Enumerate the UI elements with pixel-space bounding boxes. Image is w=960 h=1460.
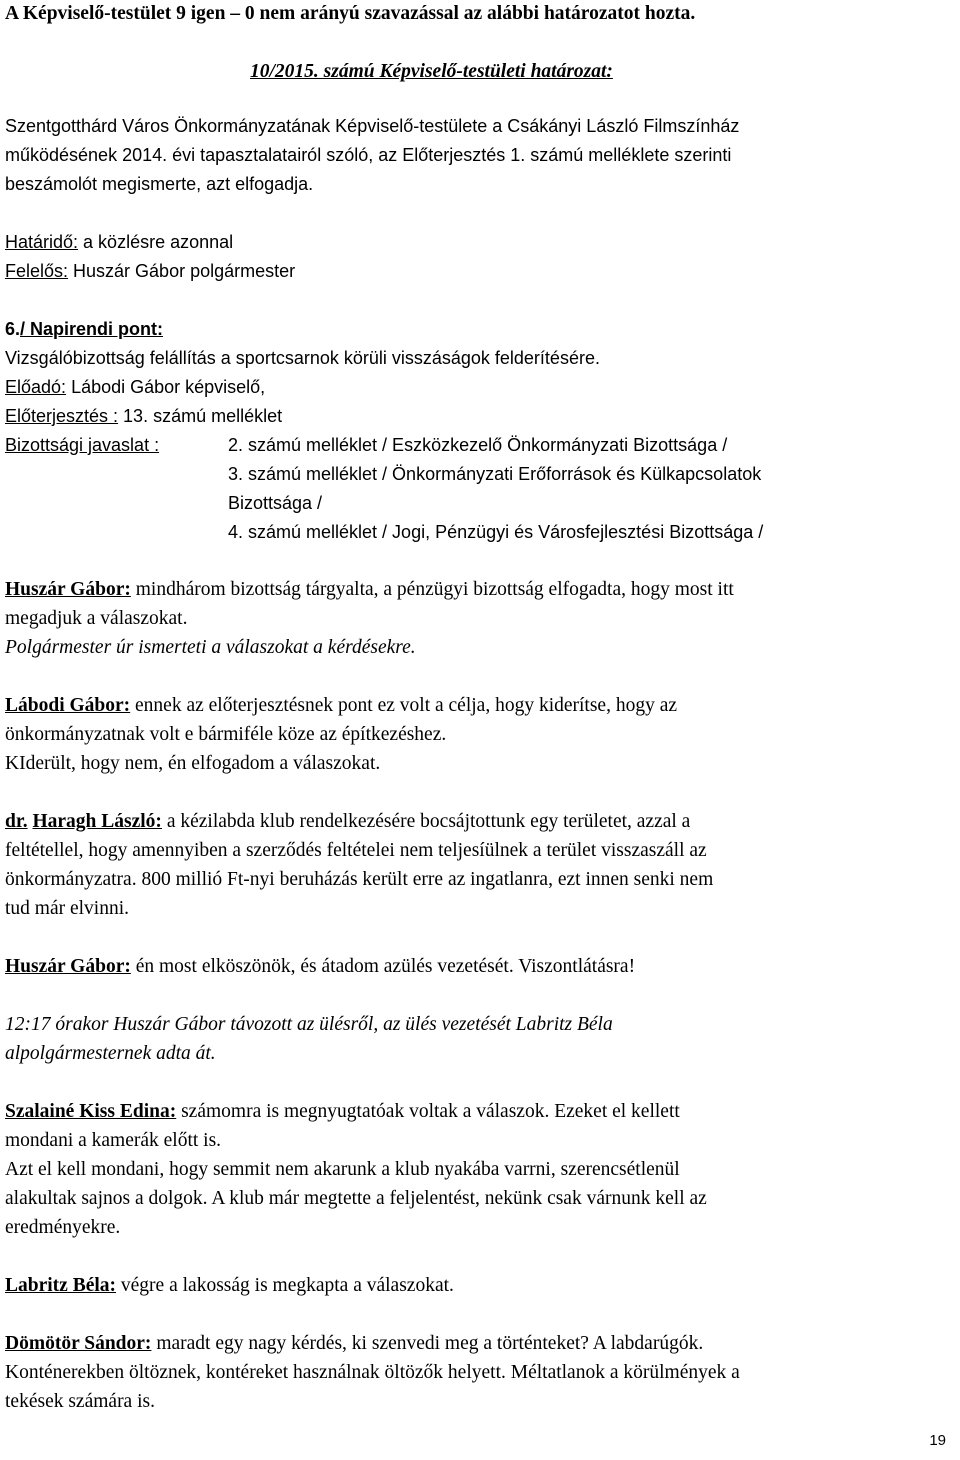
- presenter-label: Előadó:: [5, 377, 67, 397]
- speaker-prefix: dr.: [5, 811, 28, 832]
- speech-line: alakultak sajnos a dolgok. A klub már megtette a feljelentést, nekünk csak várnunk kell az: [5, 1188, 707, 1209]
- proposal-value: 13. számú melléklet: [118, 406, 283, 426]
- speech-line: tud már elvinni.: [5, 898, 130, 919]
- agenda-label: / Napirendi pont:: [20, 319, 164, 339]
- speaker-name: Dömötör Sándor:: [5, 1333, 152, 1354]
- resolution-title: 10/2015. számú Képviselő-testületi határozat:: [250, 61, 613, 82]
- presenter-value: Lábodi Gábor képviselő,: [66, 377, 266, 397]
- committee-label: Bizottsági javaslat :: [5, 435, 160, 455]
- speech-labritz: Labritz Béla: végre a lakosság is megkapta a válaszokat.: [5, 1275, 454, 1296]
- vote-result: A Képviselő-testület 9 igen – 0 nem arányú szavazással az alábbi határozatot hozta.: [5, 3, 696, 24]
- agenda-number: 6.: [5, 319, 21, 339]
- committee-item: 2. számú melléklet / Eszközkezelő Önkormányzati Bizottsága /: [228, 435, 728, 455]
- page-number: 19: [929, 1432, 946, 1449]
- speaker-name: Huszár Gábor:: [5, 956, 131, 977]
- speech-line: feltétellel, hogy amennyiben a szerződés feltételei nem teljesíülnek a terület visszaszáll az: [5, 840, 707, 861]
- proposal-label: Előterjesztés :: [5, 406, 119, 426]
- speech-domotor: Dömötör Sándor: maradt egy nagy kérdés, ki szenvedi meg a történteket? A labdarúgók.: [5, 1333, 704, 1354]
- speaker-name: Huszár Gábor:: [5, 579, 131, 600]
- committee-item: Bizottsága /: [228, 493, 323, 513]
- speech-line: KIderült, hogy nem, én elfogadom a válaszokat.: [5, 753, 381, 774]
- departure-note: 12:17 órakor Huszár Gábor távozott az ülésről, az ülés vezetését Labritz Béla: [5, 1014, 613, 1035]
- speaker-name: Szalainé Kiss Edina:: [5, 1101, 177, 1122]
- speech-szalaine: Szalainé Kiss Edina: számomra is megnyugtatóak voltak a válaszok. Ezeket el kellett: [5, 1101, 680, 1122]
- responsible-value: Huszár Gábor polgármester: [68, 261, 296, 281]
- mayor-note: Polgármester úr ismerteti a válaszokat a kérdésekre.: [5, 637, 416, 658]
- departure-note: alpolgármesternek adta át.: [5, 1043, 216, 1064]
- speech-line: önkormányzatra. 800 millió Ft-nyi beruházás került erre az ingatlanra, ezt innen senki nem: [5, 869, 714, 890]
- resolution-line: működésének 2014. évi tapasztalatairól szóló, az Előterjesztés 1. számú melléklete szerinti: [5, 145, 732, 165]
- speaker-name: Labritz Béla:: [5, 1275, 117, 1296]
- agenda-heading: [5, 317, 163, 341]
- speaker-name: Haragh László:: [32, 811, 162, 832]
- speech-line: Azt el kell mondani, hogy semmit nem akarunk a klub nyakába varrni, szerencsétlenül: [5, 1159, 680, 1180]
- agenda-title: Vizsgálóbizottság felállítás a sportcsarnok körüli visszáságok felderítésére.: [5, 348, 600, 368]
- speech-line: tekések számára is.: [5, 1391, 155, 1412]
- resolution-line: beszámolót megismerte, azt elfogadja.: [5, 174, 314, 194]
- speech-huszar-2: Huszár Gábor: én most elköszönök, és átadom azülés vezetését. Viszontlátásra!: [5, 956, 636, 977]
- speech-haragh: dr. Haragh László: a kézilabda klub rendelkezésére bocsájtottunk egy területet, azzal a: [5, 811, 691, 832]
- deadline: [5, 230, 233, 254]
- speech-line: mondani a kamerák előtt is.: [5, 1130, 222, 1151]
- proposal: [5, 404, 282, 428]
- committee-item: 4. számú melléklet / Jogi, Pénzügyi és Városfejlesztési Bizottsága /: [228, 522, 764, 542]
- speaker-name: Lábodi Gábor:: [5, 695, 131, 716]
- speech-line: önkormányzatnak volt e bármiféle köze az építkezéshez.: [5, 724, 447, 745]
- speech-huszar-1: Huszár Gábor: mindhárom bizottság tárgyalta, a pénzügyi bizottság elfogadta, hogy most itt: [5, 579, 734, 600]
- deadline-value: a közlésre azonnal: [78, 232, 234, 252]
- responsible: [5, 259, 295, 283]
- resolution-line: Szentgotthárd Város Önkormányzatának Képviselő-testülete a Csákányi László Filmszínház: [5, 116, 740, 136]
- responsible-label: Felelős:: [5, 261, 69, 281]
- speech-labodi: Lábodi Gábor: ennek az előterjesztésnek pont ez volt a célja, hogy kiderítse, hogy az: [5, 695, 678, 716]
- speech-line: eredményekre.: [5, 1217, 121, 1238]
- speech-line: Konténerekben öltöznek, kontéreket használnak öltözők helyett. Méltatlanok a körülmények a: [5, 1362, 740, 1383]
- speech-line: megadjuk a válaszokat.: [5, 608, 188, 629]
- committee-item: 3. számú melléklet / Önkormányzati Erőforrások és Külkapcsolatok: [228, 464, 762, 484]
- deadline-label: Határidő:: [5, 232, 79, 252]
- presenter: [5, 375, 265, 399]
